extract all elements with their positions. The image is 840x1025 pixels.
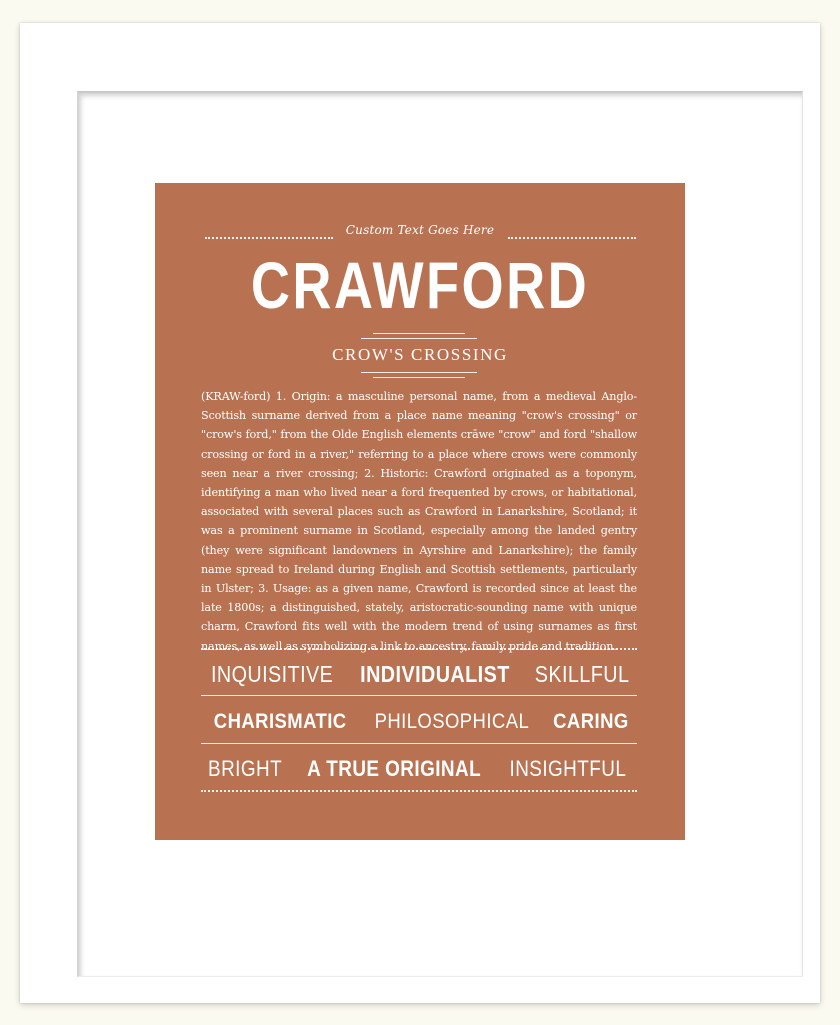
dotted-divider bbox=[201, 790, 637, 792]
name-title: CRAWFORD bbox=[250, 248, 590, 322]
trait-word: INDIVIDUALIST bbox=[360, 661, 511, 687]
name-definition: (KRAW-ford) 1. Origin: a masculine personal name, from a medieval Anglo-Scottish surname derived from a place name meaning "crow's crossing" or "crow's ford," from the Olde English elements crāwe "crow" and ford "shallow crossing or ford in a river," referring to a place where crows were commonly seen near a river crossing; 2. Historic: Crawford originated as a toponym, identifying a man who lived near a ford frequented by crows, or habitational, associated with several places such as Crawford in Lanarkshire, Scotland; it was a prominent surname in Scotland, especially among the landed gentry (they were significant landowners in Ayrshire and Lanarkshire); the family name spread to Ireland during English and Scottish settlements, particularly in Ulster; 3. Usage: as a given name, Crawford is recorded since at least the late 1800s; a distinguished, stately, aristocratic-sounding name with unique charm, Crawford fits well with the modern trend of using surnames as first names, as well as symbolizing a link to ancestry, family pride and tradition. bbox=[201, 390, 637, 653]
trait-word: CARING bbox=[553, 709, 629, 733]
ornament-line bbox=[361, 338, 477, 339]
row-divider bbox=[201, 695, 637, 696]
ornament-line bbox=[373, 333, 465, 334]
row-divider bbox=[201, 743, 637, 744]
trait-word: BRIGHT bbox=[207, 756, 282, 781]
trait-word: SKILLFUL bbox=[535, 661, 630, 687]
traits-row bbox=[201, 706, 637, 736]
trait-word: PHILOSOPHICAL bbox=[375, 709, 530, 733]
ornament-line bbox=[373, 377, 465, 378]
traits-row bbox=[201, 754, 637, 784]
trait-word: INSIGHTFUL bbox=[509, 756, 627, 781]
dotted-divider-left bbox=[205, 237, 333, 239]
trait-word: CHARISMATIC bbox=[213, 709, 347, 733]
name-meaning: CROW'S CROSSING bbox=[332, 345, 508, 364]
trait-word: INQUISITIVE bbox=[210, 661, 334, 687]
name-print bbox=[155, 183, 685, 840]
custom-text: Custom Text Goes Here bbox=[345, 223, 495, 237]
trait-word: A TRUE ORIGINAL bbox=[307, 756, 482, 781]
dotted-divider bbox=[201, 648, 637, 650]
traits-row bbox=[201, 659, 637, 689]
dotted-divider-right bbox=[508, 237, 636, 239]
ornament-line bbox=[361, 372, 477, 373]
